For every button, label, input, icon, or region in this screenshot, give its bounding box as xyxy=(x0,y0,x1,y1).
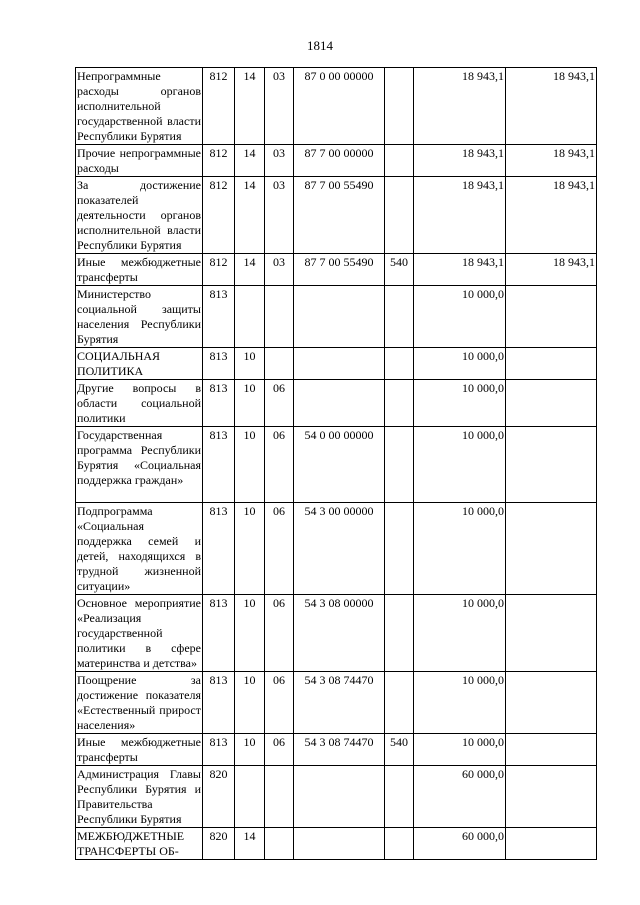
table-row xyxy=(76,68,597,145)
row-target-article: 87 7 00 00000 xyxy=(294,145,385,177)
row-subsection: 06 xyxy=(265,427,294,503)
row-target-article: 54 0 00 00000 xyxy=(294,427,385,503)
row-name: Министерство социальной защиты населения Республики Бурятия xyxy=(77,287,201,346)
row-amount-2: 18 943,1 xyxy=(506,145,597,177)
row-subsection xyxy=(265,828,294,860)
row-expense-type xyxy=(385,177,414,254)
row-amount-2: 18 943,1 xyxy=(506,254,597,286)
row-amount-1: 60 000,0 xyxy=(414,828,506,860)
row-amount-2: 18 943,1 xyxy=(506,68,597,145)
table-row xyxy=(76,503,597,595)
table-row xyxy=(76,672,597,734)
row-expense-type xyxy=(385,766,414,828)
row-expense-type xyxy=(385,595,414,672)
table-row xyxy=(76,380,597,427)
row-target-article: 87 7 00 55490 xyxy=(294,177,385,254)
row-expense-type xyxy=(385,68,414,145)
row-section: 10 xyxy=(235,734,265,766)
row-subsection: 03 xyxy=(265,68,294,145)
row-name: Непрограммные расходы органов исполнительной государственной власти Республики Бурятия xyxy=(77,69,201,143)
row-name: Другие вопросы в области социальной политики xyxy=(77,381,201,425)
table-row xyxy=(76,348,597,380)
row-amount-1: 10 000,0 xyxy=(414,348,506,380)
row-target-article xyxy=(294,766,385,828)
row-admin-code: 812 xyxy=(203,68,235,145)
row-expense-type xyxy=(385,427,414,503)
row-admin-code: 820 xyxy=(203,766,235,828)
row-subsection: 06 xyxy=(265,380,294,427)
row-admin-code: 813 xyxy=(203,503,235,595)
row-amount-2 xyxy=(506,503,597,595)
row-admin-code: 820 xyxy=(203,828,235,860)
row-expense-type xyxy=(385,380,414,427)
row-admin-code: 812 xyxy=(203,145,235,177)
row-amount-2 xyxy=(506,380,597,427)
table-row xyxy=(76,595,597,672)
row-name: Администрация Главы Республики Бурятия и Правительства Республики Бурятия xyxy=(77,767,201,826)
row-subsection: 06 xyxy=(265,672,294,734)
page-number: 1814 xyxy=(307,38,333,53)
table-row xyxy=(76,828,597,860)
row-subsection: 03 xyxy=(265,254,294,286)
row-expense-type xyxy=(385,286,414,348)
row-amount-2 xyxy=(506,348,597,380)
row-admin-code: 812 xyxy=(203,254,235,286)
row-amount-2 xyxy=(506,286,597,348)
row-section: 10 xyxy=(235,595,265,672)
row-target-article: 54 3 08 74470 xyxy=(294,672,385,734)
row-amount-1: 18 943,1 xyxy=(414,177,506,254)
row-section: 10 xyxy=(235,503,265,595)
row-amount-2 xyxy=(506,828,597,860)
row-section: 10 xyxy=(235,672,265,734)
row-admin-code: 813 xyxy=(203,348,235,380)
row-target-article: 87 0 00 00000 xyxy=(294,68,385,145)
row-name: СОЦИАЛЬНАЯ ПОЛИТИКА xyxy=(76,348,203,380)
row-amount-1: 10 000,0 xyxy=(414,503,506,595)
row-name: Государственная программа Республики Бурятия «Социальная поддержка граждан» xyxy=(76,427,203,503)
row-section xyxy=(235,286,265,348)
row-subsection: 06 xyxy=(265,595,294,672)
row-amount-2 xyxy=(506,734,597,766)
row-expense-type: 540 xyxy=(385,734,414,766)
row-admin-code: 813 xyxy=(203,286,235,348)
row-section: 10 xyxy=(235,380,265,427)
row-amount-1: 18 943,1 xyxy=(414,145,506,177)
row-amount-1: 10 000,0 xyxy=(414,595,506,672)
row-subsection: 06 xyxy=(265,503,294,595)
row-target-article xyxy=(294,828,385,860)
row-amount-1: 18 943,1 xyxy=(414,68,506,145)
row-target-article: 87 7 00 55490 xyxy=(294,254,385,286)
row-amount-1: 10 000,0 xyxy=(414,672,506,734)
row-name: За достижение показателей деятельности органов исполнительной власти Республики Бурятия xyxy=(77,178,201,252)
row-section: 14 xyxy=(235,68,265,145)
row-admin-code: 813 xyxy=(203,734,235,766)
row-amount-2 xyxy=(506,766,597,828)
table-row xyxy=(76,766,597,828)
row-target-article xyxy=(294,380,385,427)
row-section xyxy=(235,766,265,828)
table-row xyxy=(76,286,597,348)
row-name: Поощрение за достижение показателя «Естественный прирост населения» xyxy=(77,673,201,732)
row-name: Иные межбюджетные трансферты xyxy=(77,255,201,284)
row-expense-type xyxy=(385,145,414,177)
row-amount-1: 10 000,0 xyxy=(414,427,506,503)
row-amount-1: 10 000,0 xyxy=(414,734,506,766)
row-subsection: 03 xyxy=(265,177,294,254)
table-row xyxy=(76,254,597,286)
table-row xyxy=(76,177,597,254)
row-section: 14 xyxy=(235,177,265,254)
row-section: 14 xyxy=(235,145,265,177)
row-admin-code: 813 xyxy=(203,595,235,672)
row-target-article: 54 3 08 74470 xyxy=(294,734,385,766)
row-subsection: 03 xyxy=(265,145,294,177)
row-amount-1: 60 000,0 xyxy=(414,766,506,828)
row-subsection xyxy=(265,766,294,828)
row-section: 14 xyxy=(235,254,265,286)
row-expense-type: 540 xyxy=(385,254,414,286)
row-name: МЕЖБЮДЖЕТНЫЕ ТРАНСФЕРТЫ ОБ- xyxy=(76,828,203,860)
row-section: 10 xyxy=(235,348,265,380)
row-expense-type xyxy=(385,348,414,380)
row-admin-code: 813 xyxy=(203,427,235,503)
row-amount-2 xyxy=(506,595,597,672)
row-target-article xyxy=(294,286,385,348)
row-amount-2 xyxy=(506,427,597,503)
row-target-article xyxy=(294,348,385,380)
row-name: Иные межбюджетные трансферты xyxy=(77,735,201,764)
table-row xyxy=(76,734,597,766)
row-admin-code: 813 xyxy=(203,380,235,427)
row-name: Подпрограмма «Социальная поддержка семей и детей, находящихся в трудной жизненной ситуации» xyxy=(77,504,201,593)
row-amount-2 xyxy=(506,672,597,734)
row-expense-type xyxy=(385,672,414,734)
row-subsection xyxy=(265,286,294,348)
row-subsection xyxy=(265,348,294,380)
row-amount-2: 18 943,1 xyxy=(506,177,597,254)
row-target-article: 54 3 08 00000 xyxy=(294,595,385,672)
row-name: Прочие непрограммные расходы xyxy=(77,146,201,175)
row-target-article: 54 3 00 00000 xyxy=(294,503,385,595)
row-section: 14 xyxy=(235,828,265,860)
row-section: 10 xyxy=(235,427,265,503)
table-row xyxy=(76,145,597,177)
row-amount-1: 18 943,1 xyxy=(414,254,506,286)
table-row xyxy=(76,427,597,503)
row-admin-code: 812 xyxy=(203,177,235,254)
budget-table xyxy=(75,67,597,860)
row-amount-1: 10 000,0 xyxy=(414,286,506,348)
row-expense-type xyxy=(385,503,414,595)
row-subsection: 06 xyxy=(265,734,294,766)
row-admin-code: 813 xyxy=(203,672,235,734)
row-name: Основное мероприятие «Реализация государственной политики в сфере материнства и детства» xyxy=(77,596,201,670)
row-expense-type xyxy=(385,828,414,860)
row-amount-1: 10 000,0 xyxy=(414,380,506,427)
